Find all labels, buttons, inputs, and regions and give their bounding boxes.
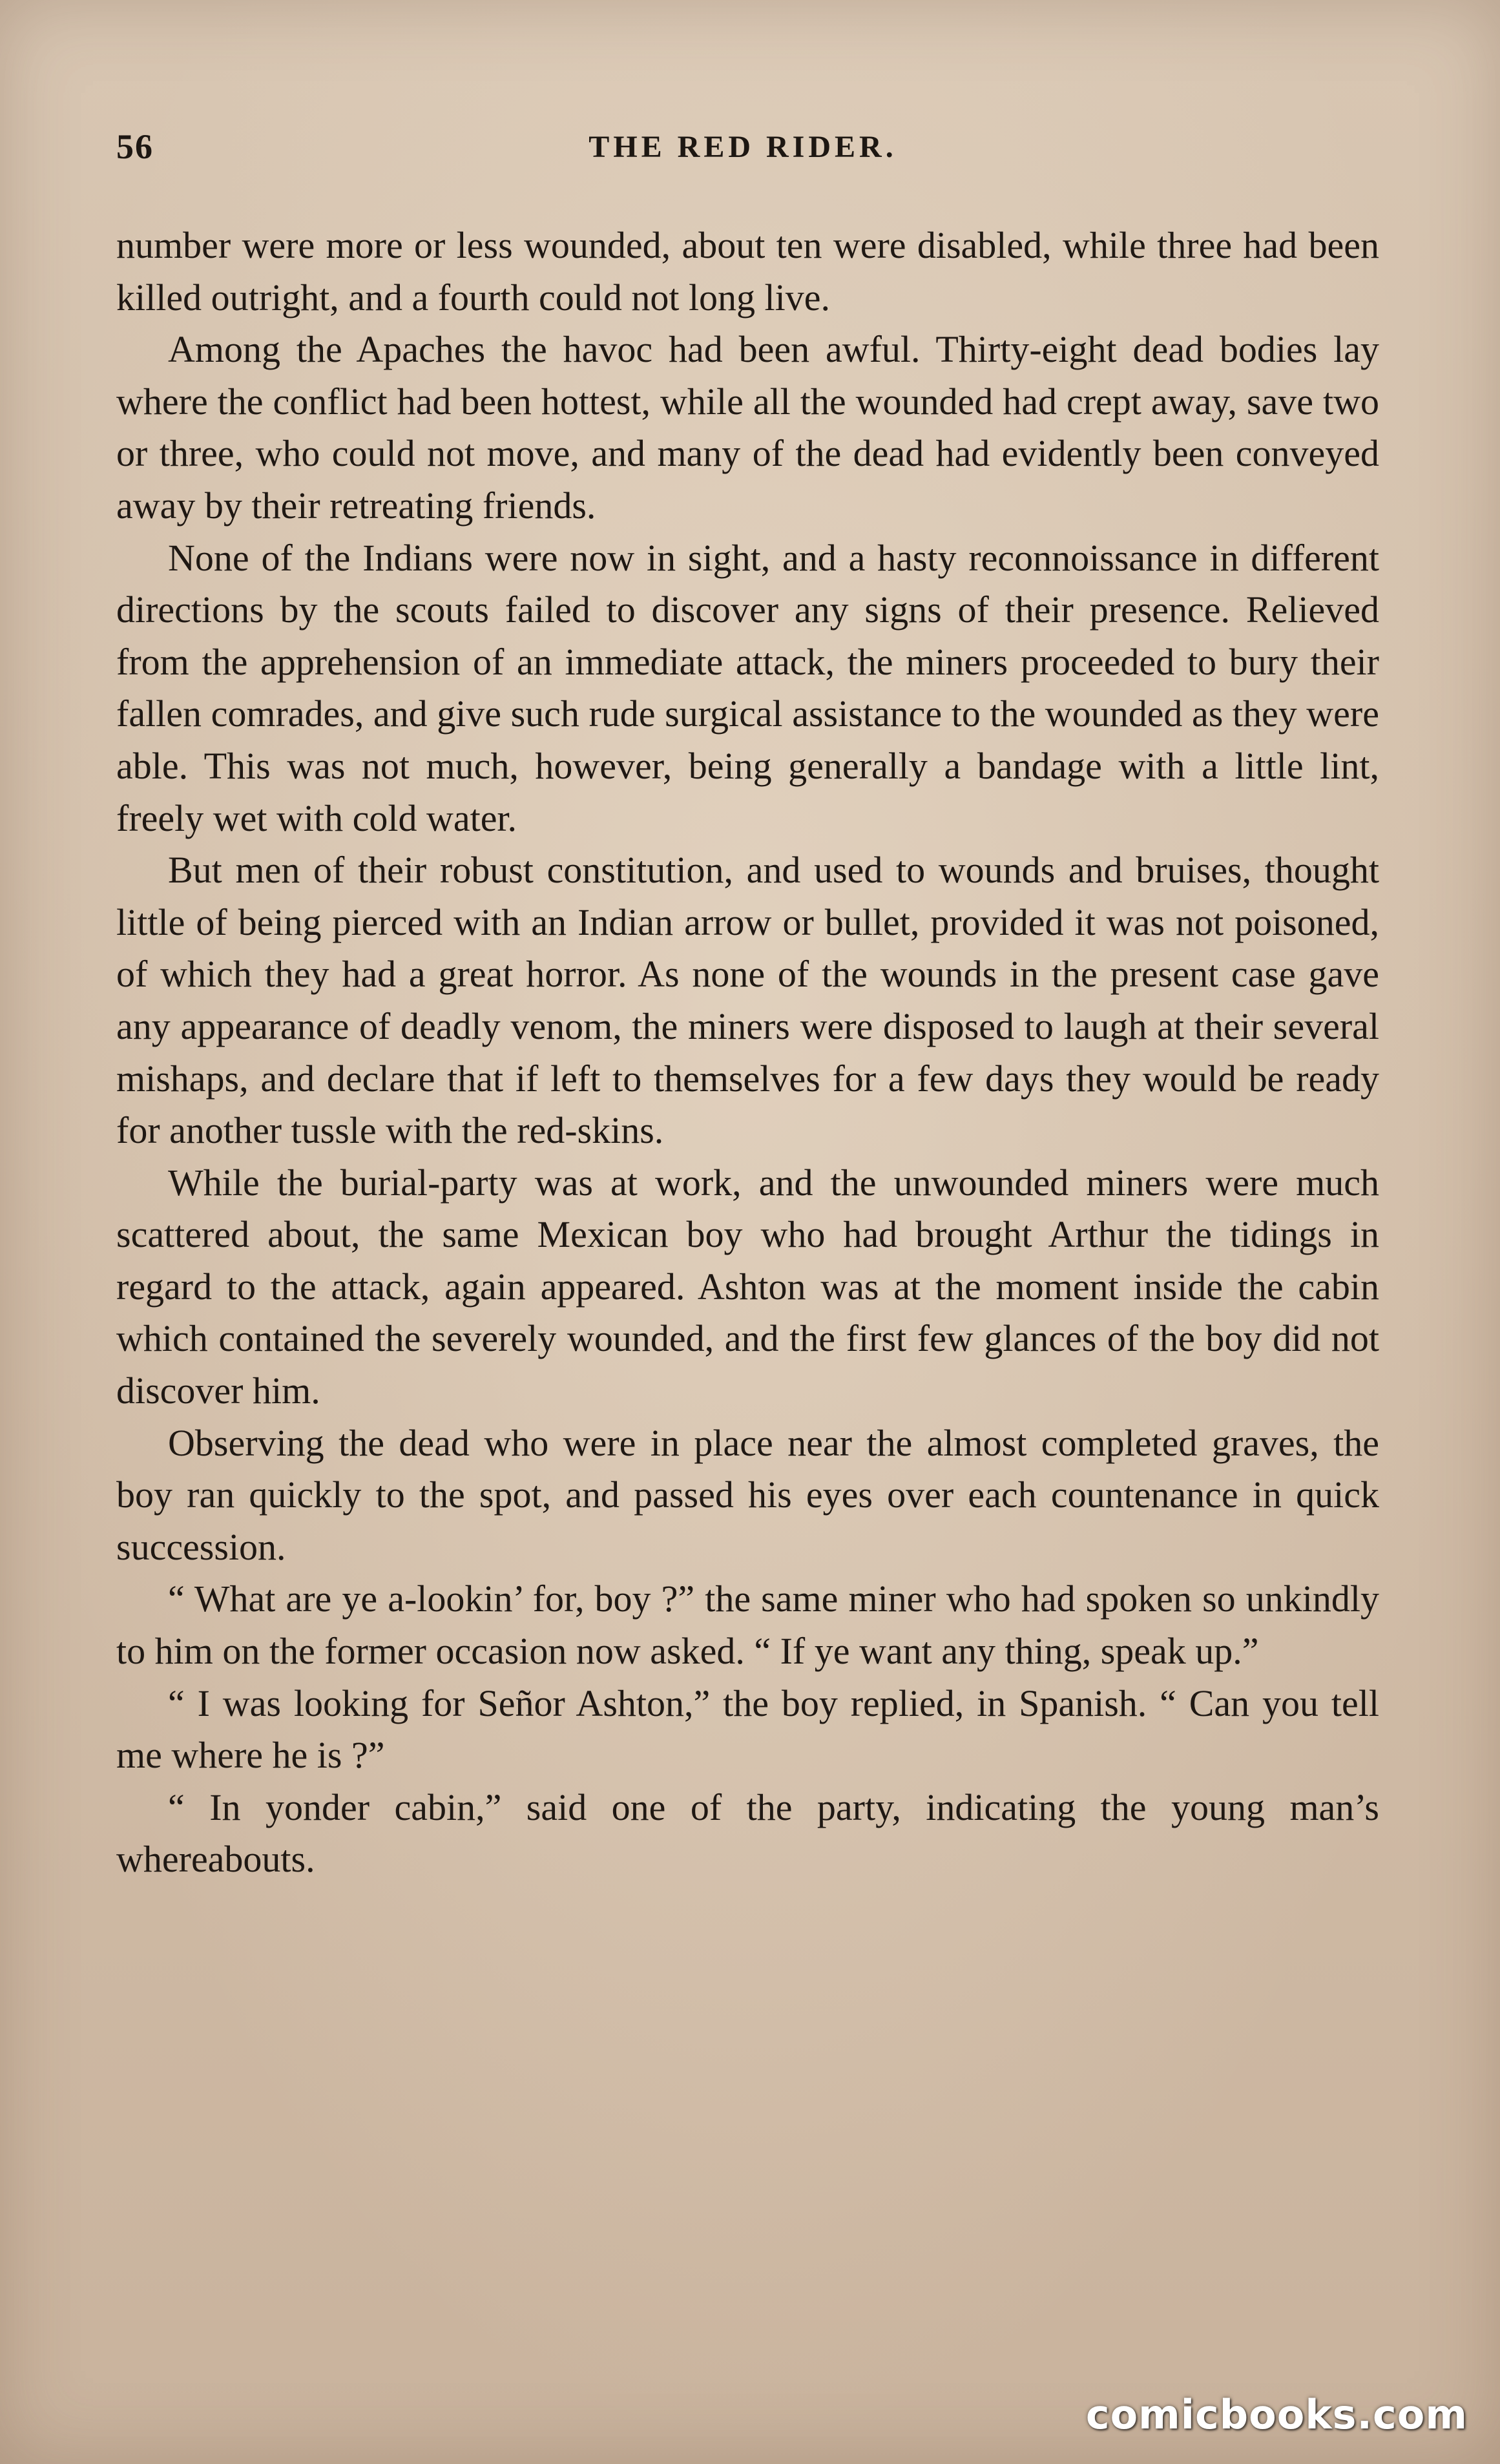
running-head <box>116 127 1370 178</box>
paragraph: “ In yonder cabin,” said one of the party, indicating the young man’s whereabouts. <box>116 1786 1379 1881</box>
page-title: THE RED RIDER. <box>589 130 897 164</box>
paragraph: “ What are ye a-lookin’ for, boy ?” the same miner who had spoken so unkindly to him on the former occasion now asked. “ If ye want any thing, speak up.” <box>116 1578 1379 1673</box>
paragraph: While the burial-party was at work, and the unwounded miners were much scattered about, the same Mexican boy who had brought Arthur the tidings in regard to the attack, again appeared. Ashton was at the moment inside the cabin which contained the severely wounded, and the first few glances of the boy did not discover him. <box>116 1161 1379 1412</box>
paragraph: Among the Apaches the havoc had been awful. Thirty-eight dead bodies lay where the conflict had been hottest, while all the wounded had crept away, save two or three, who could not move, and many of the dead had evidently been conveyed away by their retreating friends. <box>116 328 1379 527</box>
paragraph: Observing the dead who were in place near the almost completed graves, the boy ran quickly to the spot, and passed his eyes over each countenance in quick succession. <box>116 1421 1379 1568</box>
paragraph: But men of their robust constitution, and used to wounds and bruises, thought little of being pierced with an Indian arrow or bullet, provided it was not poisoned, of which they had a great horror. As none of the wounds in the present case gave any appearance of deadly venom, the miners were disposed to laugh at their several mishaps, and declare that if left to themselves for a few days they would be ready for another tussle with the red-skins. <box>116 849 1379 1152</box>
paragraph: “ I was looking for Señor Ashton,” the boy replied, in Spanish. “ Can you tell me where he is ?” <box>116 1682 1379 1777</box>
body-text <box>116 220 1379 1886</box>
watermark: comicbooks.com <box>1085 2391 1468 2438</box>
paragraph: None of the Indians were now in sight, and a hasty reconnoissance in different directions by the scouts failed to discover any signs of their presence. Relieved from the apprehension of an immediate attack, the miners proceeded to bury their fallen comrades, and give such rude surgical assistance to the wounded as they were able. This was not much, however, being generally a bandage with a little lint, freely wet with cold water. <box>116 536 1379 839</box>
page-number: 56 <box>116 127 154 166</box>
paragraph: number were more or less wounded, about ten were disabled, while three had been killed outright, and a fourth could not long live. <box>116 224 1379 318</box>
